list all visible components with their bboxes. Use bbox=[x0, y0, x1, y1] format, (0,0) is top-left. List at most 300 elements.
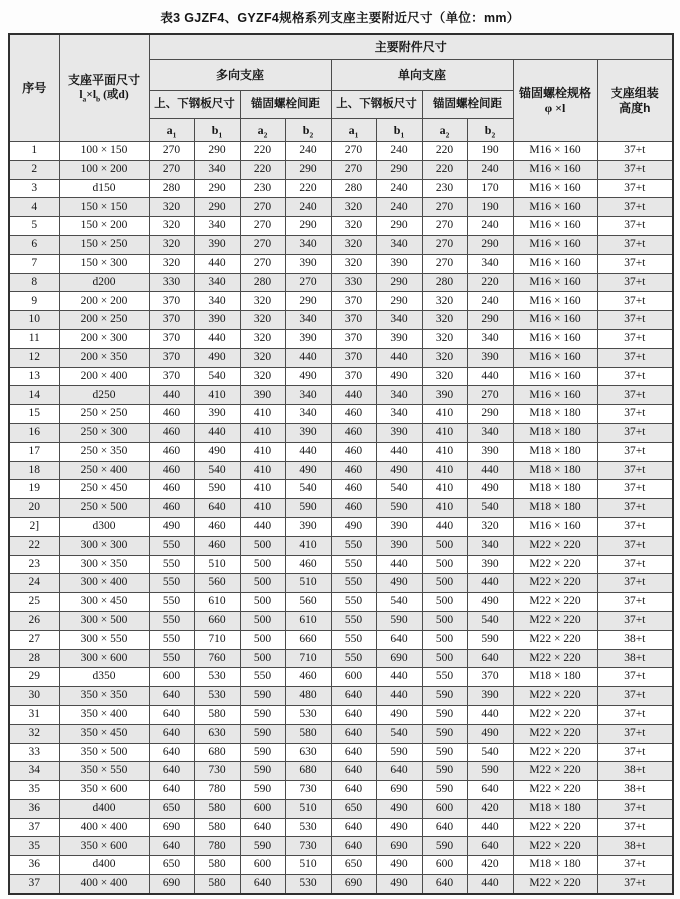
cell: M18 × 180 bbox=[513, 856, 597, 875]
cell: 410 bbox=[422, 499, 467, 518]
cell: 8 bbox=[9, 273, 59, 292]
cell: 600 bbox=[422, 856, 467, 875]
cell: 440 bbox=[467, 705, 513, 724]
cell: 390 bbox=[376, 254, 422, 273]
cell: 550 bbox=[331, 649, 376, 668]
cell: 320 bbox=[467, 517, 513, 536]
cell: 270 bbox=[149, 142, 194, 161]
cell: 320 bbox=[240, 348, 285, 367]
cell: 550 bbox=[149, 593, 194, 612]
cell: 540 bbox=[467, 499, 513, 518]
cell: 250 × 350 bbox=[59, 442, 149, 461]
cell: M22 × 220 bbox=[513, 705, 597, 724]
col-header-unidirectional: 单向支座 bbox=[331, 60, 513, 91]
table-row bbox=[9, 329, 673, 348]
cell: 500 bbox=[240, 536, 285, 555]
cell: 510 bbox=[285, 856, 331, 875]
cell: 500 bbox=[422, 611, 467, 630]
cell: 37+t bbox=[597, 574, 673, 593]
table-row bbox=[9, 837, 673, 856]
cell: 590 bbox=[422, 724, 467, 743]
cell: 650 bbox=[149, 799, 194, 818]
cell: 37+t bbox=[597, 461, 673, 480]
col-header-bolt-spacing-multi: 锚固螺栓间距 bbox=[240, 91, 331, 119]
cell: 150 × 150 bbox=[59, 198, 149, 217]
cell: 270 bbox=[331, 142, 376, 161]
cell: 230 bbox=[240, 179, 285, 198]
cell: 38+t bbox=[597, 837, 673, 856]
col-header-assembly-height: 支座组装 高度h bbox=[597, 60, 673, 142]
cell: 290 bbox=[285, 292, 331, 311]
cell: d150 bbox=[59, 179, 149, 198]
cell: 1 bbox=[9, 142, 59, 161]
table-row bbox=[9, 348, 673, 367]
cell: 660 bbox=[194, 611, 240, 630]
cell: 290 bbox=[467, 311, 513, 330]
cell: 460 bbox=[331, 499, 376, 518]
cell: 170 bbox=[467, 179, 513, 198]
cell: 37+t bbox=[597, 799, 673, 818]
cell: 150 × 300 bbox=[59, 254, 149, 273]
cell: 320 bbox=[331, 198, 376, 217]
cell: 7 bbox=[9, 254, 59, 273]
cell: 440 bbox=[285, 442, 331, 461]
cell: 500 bbox=[240, 649, 285, 668]
cell: 580 bbox=[194, 856, 240, 875]
cell: 320 bbox=[422, 311, 467, 330]
cell: 490 bbox=[331, 517, 376, 536]
cell: 640 bbox=[149, 762, 194, 781]
cell: M18 × 180 bbox=[513, 461, 597, 480]
cell: 22 bbox=[9, 536, 59, 555]
cell: 37+t bbox=[597, 235, 673, 254]
table-row bbox=[9, 611, 673, 630]
table-row bbox=[9, 687, 673, 706]
cell: 590 bbox=[240, 837, 285, 856]
cell: 200 × 200 bbox=[59, 292, 149, 311]
cell: 390 bbox=[194, 235, 240, 254]
cell: 190 bbox=[467, 142, 513, 161]
cell: 460 bbox=[285, 555, 331, 574]
cell: 400 × 400 bbox=[59, 818, 149, 837]
cell: 460 bbox=[194, 536, 240, 555]
cell: 490 bbox=[376, 461, 422, 480]
cell: 590 bbox=[376, 743, 422, 762]
cell: 500 bbox=[422, 593, 467, 612]
cell: 300 × 600 bbox=[59, 649, 149, 668]
cell: M22 × 220 bbox=[513, 593, 597, 612]
cell: 640 bbox=[376, 630, 422, 649]
cell: 37 bbox=[9, 818, 59, 837]
cell: 15 bbox=[9, 405, 59, 424]
cell: 390 bbox=[285, 254, 331, 273]
cell: 530 bbox=[285, 705, 331, 724]
cell: M16 × 160 bbox=[513, 292, 597, 311]
cell: 36 bbox=[9, 799, 59, 818]
cell: M16 × 160 bbox=[513, 329, 597, 348]
col-header-plate-size-single: 上、下钢板尺寸 bbox=[331, 91, 422, 119]
table-row bbox=[9, 235, 673, 254]
cell: M22 × 220 bbox=[513, 630, 597, 649]
cell: 38+t bbox=[597, 649, 673, 668]
cell: 550 bbox=[331, 611, 376, 630]
cell: M16 × 160 bbox=[513, 348, 597, 367]
cell: 340 bbox=[285, 235, 331, 254]
cell: 440 bbox=[376, 555, 422, 574]
cell: 17 bbox=[9, 442, 59, 461]
cell: 510 bbox=[194, 555, 240, 574]
cell: 320 bbox=[240, 329, 285, 348]
cell: 540 bbox=[467, 743, 513, 762]
cell: 300 × 500 bbox=[59, 611, 149, 630]
cell: 290 bbox=[376, 292, 422, 311]
cell: 290 bbox=[467, 405, 513, 424]
cell: M16 × 160 bbox=[513, 254, 597, 273]
cell: 330 bbox=[149, 273, 194, 292]
cell: 300 × 350 bbox=[59, 555, 149, 574]
cell: 26 bbox=[9, 611, 59, 630]
cell: 390 bbox=[422, 386, 467, 405]
cell: 390 bbox=[285, 517, 331, 536]
cell: M22 × 220 bbox=[513, 762, 597, 781]
cell: 730 bbox=[285, 837, 331, 856]
cell: 240 bbox=[376, 142, 422, 161]
cell: 610 bbox=[285, 611, 331, 630]
cell: 500 bbox=[240, 630, 285, 649]
cell: 410 bbox=[240, 405, 285, 424]
cell: 36 bbox=[9, 856, 59, 875]
table-row bbox=[9, 311, 673, 330]
cell: 240 bbox=[376, 198, 422, 217]
cell: 580 bbox=[194, 818, 240, 837]
cell: 530 bbox=[285, 875, 331, 894]
cell: 350 × 350 bbox=[59, 687, 149, 706]
cell: 200 × 400 bbox=[59, 367, 149, 386]
col-header-size-line1: 支座平面尺寸 bbox=[67, 73, 140, 88]
table-row bbox=[9, 367, 673, 386]
cell: 37+t bbox=[597, 611, 673, 630]
cell: 440 bbox=[467, 574, 513, 593]
table-row bbox=[9, 292, 673, 311]
cell: 460 bbox=[149, 480, 194, 499]
cell: M18 × 180 bbox=[513, 668, 597, 687]
cell: M16 × 160 bbox=[513, 367, 597, 386]
cell: 650 bbox=[331, 856, 376, 875]
cell: 490 bbox=[149, 517, 194, 536]
cell: 370 bbox=[467, 668, 513, 687]
cell: 300 × 300 bbox=[59, 536, 149, 555]
cell: M22 × 220 bbox=[513, 649, 597, 668]
cell: 340 bbox=[467, 254, 513, 273]
col-header-multidirectional: 多向支座 bbox=[149, 60, 331, 91]
cell: 300 × 450 bbox=[59, 593, 149, 612]
table-row bbox=[9, 198, 673, 217]
cell: 37+t bbox=[597, 499, 673, 518]
cell: 640 bbox=[467, 781, 513, 800]
cell: 500 bbox=[240, 593, 285, 612]
cell: 410 bbox=[240, 423, 285, 442]
col-header-bolt-spacing-single: 锚固螺栓间距 bbox=[422, 91, 513, 119]
cell: 490 bbox=[285, 367, 331, 386]
cell: 320 bbox=[422, 329, 467, 348]
cell: 23 bbox=[9, 555, 59, 574]
cell: 540 bbox=[376, 724, 422, 743]
cell: 270 bbox=[285, 273, 331, 292]
cell: 30 bbox=[9, 687, 59, 706]
cell: 37+t bbox=[597, 875, 673, 894]
cell: 600 bbox=[240, 856, 285, 875]
cell: 37+t bbox=[597, 273, 673, 292]
cell: 680 bbox=[285, 762, 331, 781]
cell: 32 bbox=[9, 724, 59, 743]
cell: 500 bbox=[422, 630, 467, 649]
cell: 640 bbox=[240, 875, 285, 894]
cell: 37+t bbox=[597, 198, 673, 217]
cell: 37+t bbox=[597, 856, 673, 875]
cell: 530 bbox=[285, 818, 331, 837]
col-header-b2-multi: $b_2$ bbox=[285, 119, 331, 142]
table-row bbox=[9, 668, 673, 687]
cell: 320 bbox=[422, 292, 467, 311]
cell: 550 bbox=[240, 668, 285, 687]
cell: 580 bbox=[194, 799, 240, 818]
table-row bbox=[9, 593, 673, 612]
cell: 240 bbox=[376, 179, 422, 198]
cell: 240 bbox=[467, 292, 513, 311]
cell: 37+t bbox=[597, 386, 673, 405]
cell: 300 × 550 bbox=[59, 630, 149, 649]
cell: 4 bbox=[9, 198, 59, 217]
cell: 390 bbox=[467, 687, 513, 706]
cell: d350 bbox=[59, 668, 149, 687]
cell: 14 bbox=[9, 386, 59, 405]
cell: 240 bbox=[467, 160, 513, 179]
col-header-a1-multi: $a_1$ bbox=[149, 119, 194, 142]
cell: 330 bbox=[331, 273, 376, 292]
cell: 690 bbox=[376, 837, 422, 856]
cell: 500 bbox=[422, 649, 467, 668]
cell: 270 bbox=[331, 160, 376, 179]
cell: 640 bbox=[331, 837, 376, 856]
cell: 590 bbox=[422, 743, 467, 762]
cell: 37+t bbox=[597, 423, 673, 442]
cell: 590 bbox=[240, 762, 285, 781]
cell: 490 bbox=[467, 593, 513, 612]
cell: 650 bbox=[149, 856, 194, 875]
cell: 440 bbox=[194, 254, 240, 273]
cell: 540 bbox=[194, 367, 240, 386]
cell: 290 bbox=[376, 273, 422, 292]
cell: 550 bbox=[149, 574, 194, 593]
cell: 440 bbox=[194, 423, 240, 442]
cell: 440 bbox=[240, 517, 285, 536]
cell: 9 bbox=[9, 292, 59, 311]
cell: 37+t bbox=[597, 818, 673, 837]
cell: 640 bbox=[331, 724, 376, 743]
cell: 270 bbox=[240, 254, 285, 273]
cell: 370 bbox=[331, 348, 376, 367]
cell: 490 bbox=[376, 705, 422, 724]
cell: 490 bbox=[376, 875, 422, 894]
cell: 500 bbox=[240, 611, 285, 630]
cell: 460 bbox=[331, 442, 376, 461]
cell: 600 bbox=[422, 799, 467, 818]
col-header-size-line2: $l_a\times l_b$ (或d) bbox=[79, 89, 129, 104]
cell: 390 bbox=[376, 517, 422, 536]
cell: M18 × 180 bbox=[513, 442, 597, 461]
cell: 320 bbox=[149, 235, 194, 254]
cell: 550 bbox=[331, 536, 376, 555]
header-row-1 bbox=[9, 34, 673, 60]
cell: 340 bbox=[376, 405, 422, 424]
cell: M22 × 220 bbox=[513, 837, 597, 856]
cell: 37+t bbox=[597, 442, 673, 461]
cell: 640 bbox=[149, 724, 194, 743]
cell: 640 bbox=[149, 743, 194, 762]
cell: 350 × 450 bbox=[59, 724, 149, 743]
cell: 760 bbox=[194, 649, 240, 668]
cell: 37+t bbox=[597, 329, 673, 348]
cell: M18 × 180 bbox=[513, 423, 597, 442]
cell: 580 bbox=[285, 724, 331, 743]
cell: 27 bbox=[9, 630, 59, 649]
table-row bbox=[9, 781, 673, 800]
cell: 640 bbox=[194, 499, 240, 518]
table-row bbox=[9, 386, 673, 405]
cell: 730 bbox=[194, 762, 240, 781]
cell: 350 × 500 bbox=[59, 743, 149, 762]
table-row bbox=[9, 423, 673, 442]
cell: 350 × 600 bbox=[59, 837, 149, 856]
cell: 510 bbox=[285, 574, 331, 593]
cell: d400 bbox=[59, 856, 149, 875]
cell: 460 bbox=[149, 461, 194, 480]
cell: 350 × 400 bbox=[59, 705, 149, 724]
table-row bbox=[9, 461, 673, 480]
cell: 370 bbox=[331, 329, 376, 348]
cell: 37+t bbox=[597, 517, 673, 536]
col-header-a2-multi: $a_2$ bbox=[240, 119, 285, 142]
cell: 270 bbox=[240, 235, 285, 254]
cell: 610 bbox=[194, 593, 240, 612]
cell: 37+t bbox=[597, 593, 673, 612]
cell: 370 bbox=[149, 311, 194, 330]
table-row bbox=[9, 480, 673, 499]
cell: 37+t bbox=[597, 179, 673, 198]
cell: 550 bbox=[331, 574, 376, 593]
cell: 600 bbox=[149, 668, 194, 687]
cell: M18 × 180 bbox=[513, 499, 597, 518]
cell: 370 bbox=[149, 367, 194, 386]
cell: 590 bbox=[240, 687, 285, 706]
cell: 390 bbox=[285, 423, 331, 442]
cell: 410 bbox=[285, 536, 331, 555]
cell: 590 bbox=[240, 705, 285, 724]
cell: 290 bbox=[285, 160, 331, 179]
cell: 290 bbox=[376, 217, 422, 236]
cell: M18 × 180 bbox=[513, 405, 597, 424]
cell: 320 bbox=[240, 367, 285, 386]
cell: 690 bbox=[149, 818, 194, 837]
cell: 220 bbox=[285, 179, 331, 198]
cell: M22 × 220 bbox=[513, 724, 597, 743]
cell: 540 bbox=[376, 480, 422, 499]
cell: 340 bbox=[194, 273, 240, 292]
cell: 370 bbox=[331, 292, 376, 311]
cell: d300 bbox=[59, 517, 149, 536]
cell: 590 bbox=[467, 630, 513, 649]
cell: 640 bbox=[422, 818, 467, 837]
cell: 500 bbox=[422, 536, 467, 555]
cell: 540 bbox=[194, 461, 240, 480]
cell: 590 bbox=[194, 480, 240, 499]
cell: 2 bbox=[9, 160, 59, 179]
cell: 320 bbox=[331, 217, 376, 236]
cell: 240 bbox=[285, 198, 331, 217]
table-row bbox=[9, 630, 673, 649]
cell: 540 bbox=[376, 593, 422, 612]
cell: 320 bbox=[149, 254, 194, 273]
cell: 320 bbox=[240, 311, 285, 330]
cell: 500 bbox=[422, 555, 467, 574]
cell: 460 bbox=[194, 517, 240, 536]
cell: M16 × 160 bbox=[513, 142, 597, 161]
table-row bbox=[9, 705, 673, 724]
cell: 440 bbox=[467, 875, 513, 894]
cell: 550 bbox=[149, 649, 194, 668]
cell: 440 bbox=[376, 687, 422, 706]
table-row bbox=[9, 160, 673, 179]
cell: 640 bbox=[467, 649, 513, 668]
cell: 650 bbox=[331, 799, 376, 818]
cell: 510 bbox=[285, 799, 331, 818]
cell: 440 bbox=[331, 386, 376, 405]
cell: 340 bbox=[467, 329, 513, 348]
cell: 19 bbox=[9, 480, 59, 499]
cell: 320 bbox=[149, 198, 194, 217]
cell: 37+t bbox=[597, 743, 673, 762]
cell: 37+t bbox=[597, 668, 673, 687]
cell: 24 bbox=[9, 574, 59, 593]
table-row bbox=[9, 442, 673, 461]
cell: 37+t bbox=[597, 724, 673, 743]
cell: 390 bbox=[376, 536, 422, 555]
cell: 38+t bbox=[597, 762, 673, 781]
cell: 37+t bbox=[597, 160, 673, 179]
cell: 410 bbox=[240, 499, 285, 518]
table-row bbox=[9, 724, 673, 743]
cell: 370 bbox=[149, 292, 194, 311]
cell: 710 bbox=[194, 630, 240, 649]
cell: M16 × 160 bbox=[513, 198, 597, 217]
cell: 440 bbox=[376, 442, 422, 461]
cell: 460 bbox=[149, 499, 194, 518]
col-header-a1-single: $a_1$ bbox=[331, 119, 376, 142]
table-row bbox=[9, 818, 673, 837]
cell: 550 bbox=[422, 668, 467, 687]
col-header-main-attachments: 主要附件尺寸 bbox=[149, 34, 673, 60]
cell: 630 bbox=[194, 724, 240, 743]
cell: 37+t bbox=[597, 348, 673, 367]
cell: M22 × 220 bbox=[513, 781, 597, 800]
cell: 250 × 400 bbox=[59, 461, 149, 480]
cell: 410 bbox=[422, 405, 467, 424]
cell: 590 bbox=[422, 705, 467, 724]
cell: 390 bbox=[194, 311, 240, 330]
cell: M18 × 180 bbox=[513, 799, 597, 818]
table-title: 表3 GJZF4、GYZF4规格系列支座主要附近尺寸（单位：mm） bbox=[160, 11, 520, 25]
cell: 690 bbox=[376, 649, 422, 668]
